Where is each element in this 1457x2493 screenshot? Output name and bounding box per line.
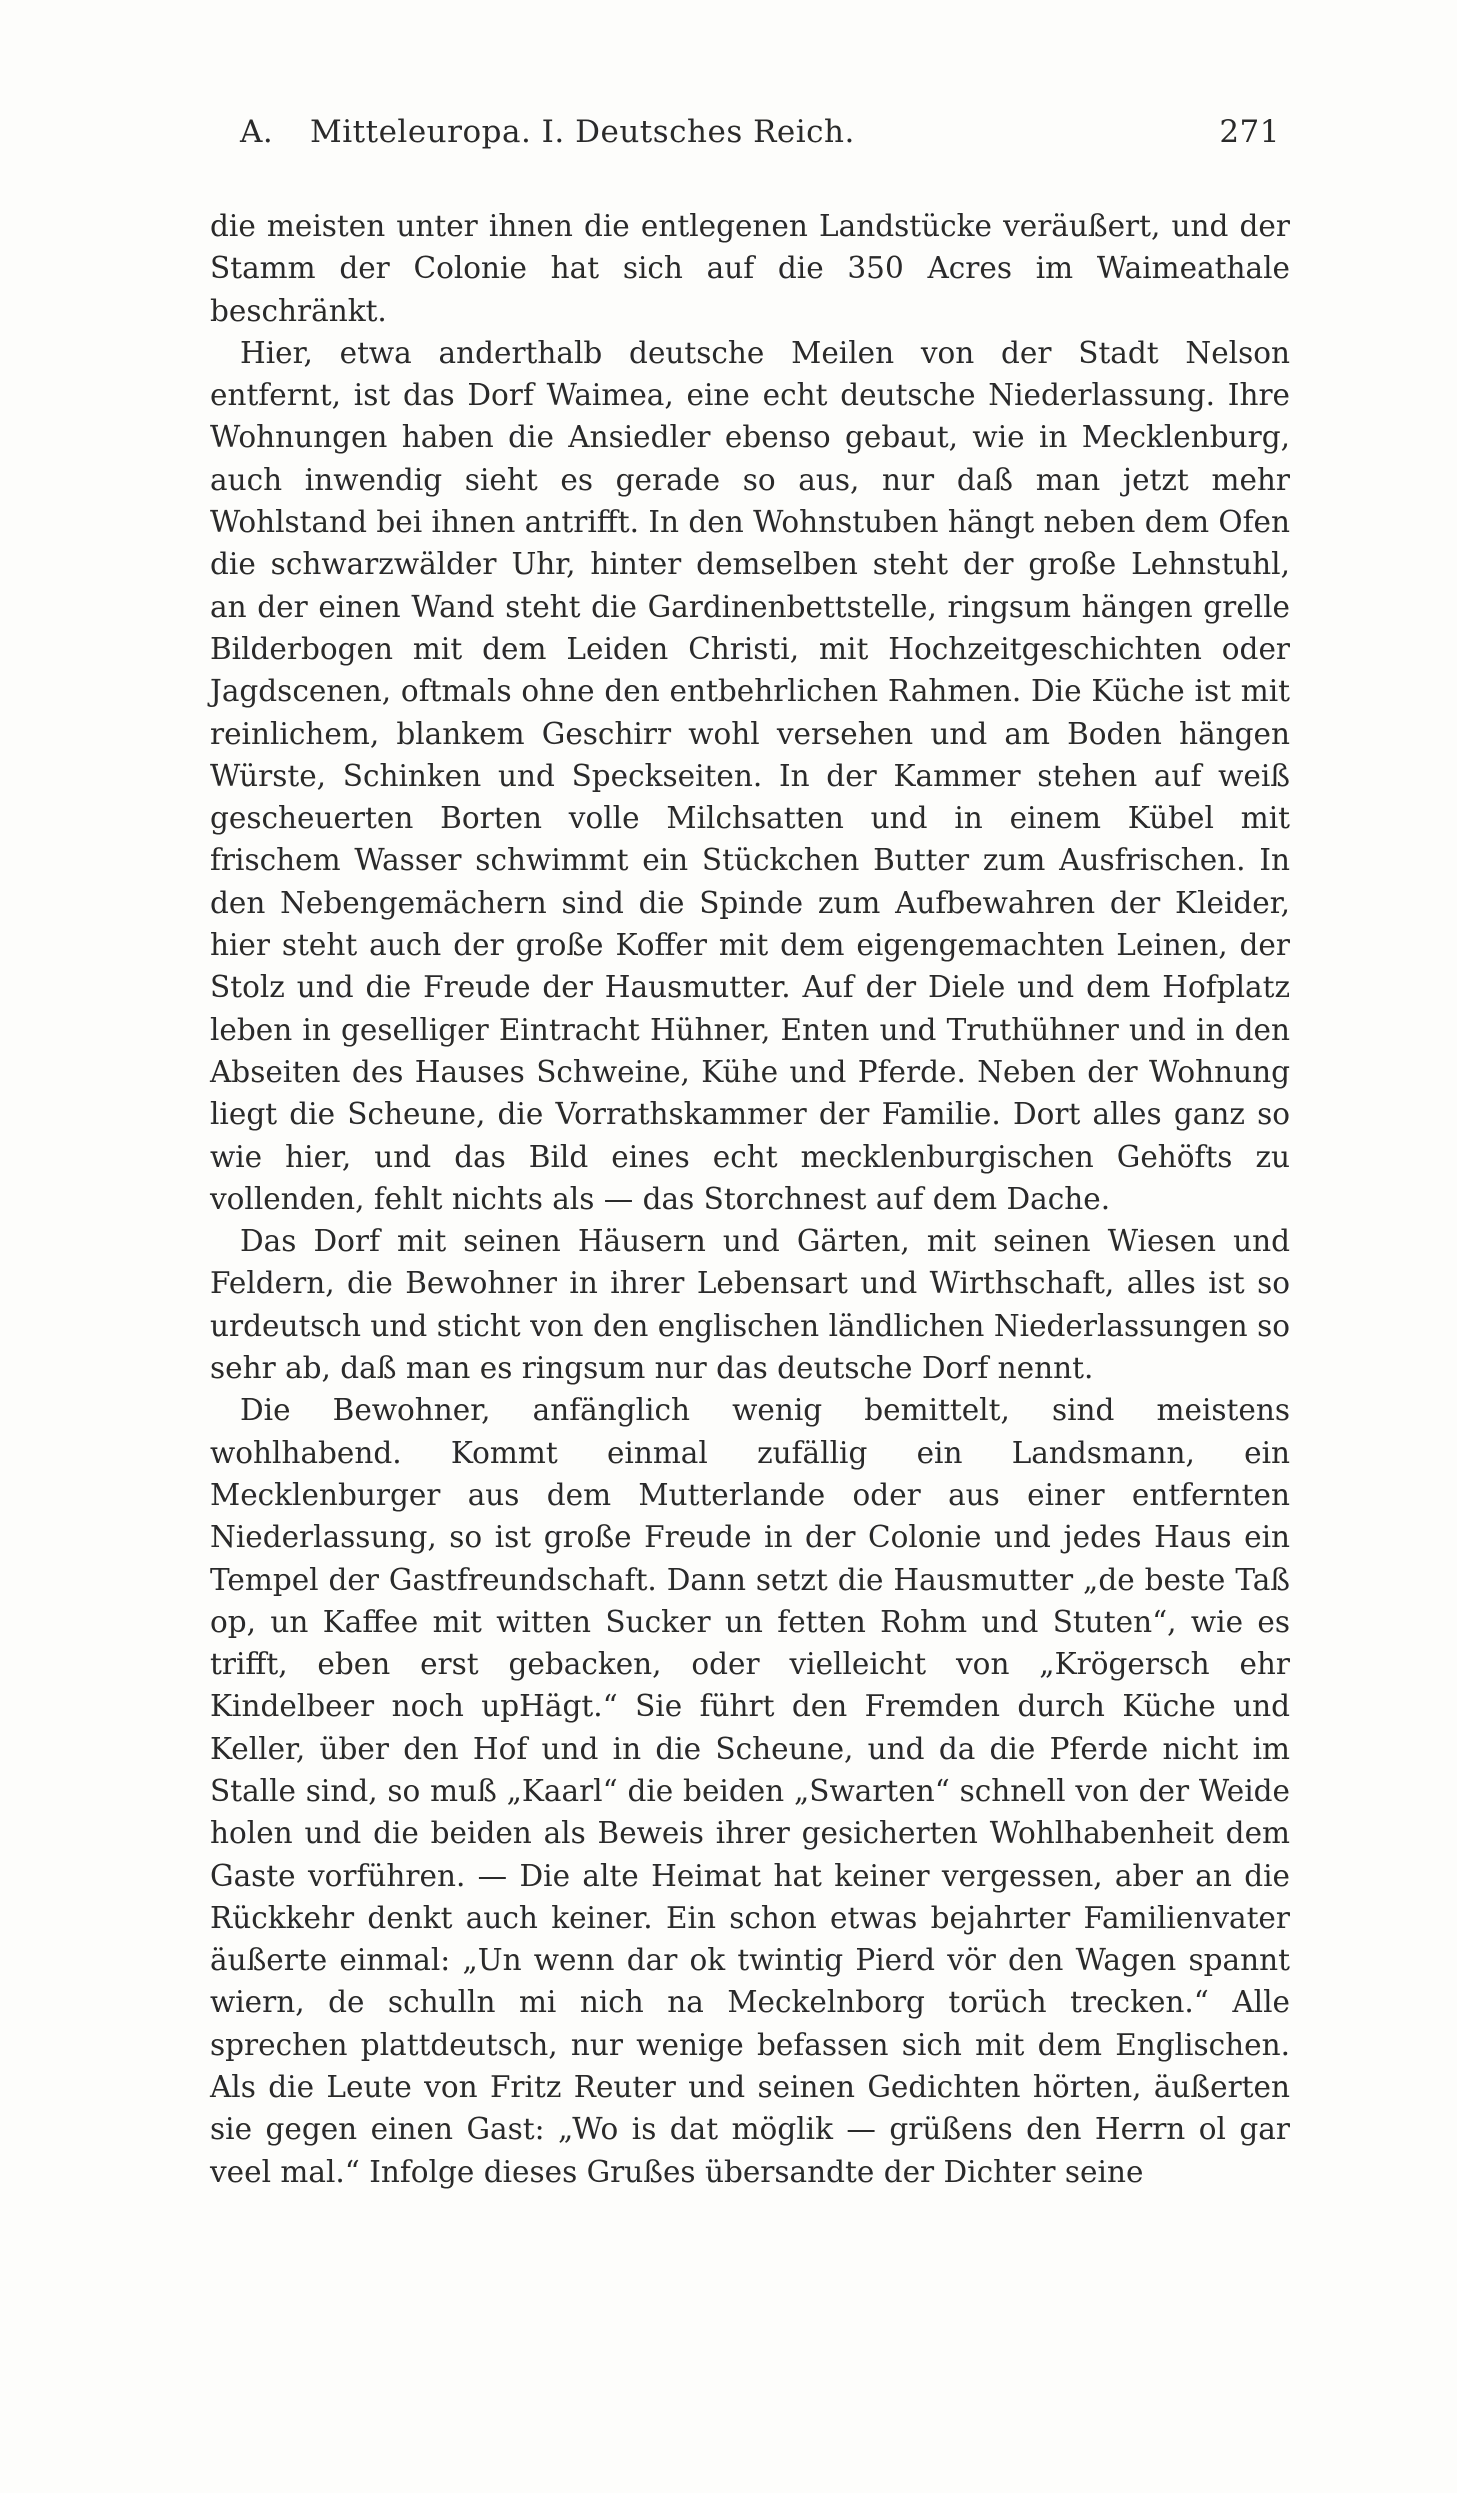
paragraph-waimea-village: Hier, etwa anderthalb deutsche Meilen von der Stadt Nelson entfernt, ist das Dorf Waimea, eine echt deutsche Niederlassung. Ihre Wohnungen haben die Ansiedler ebenso gebaut, wie in Mecklenburg, auch inwendig sieht es gerade so aus, nur daß man jetzt mehr Wohlstand bei ihnen antrifft. In den Wohnstuben hängt neben dem Ofen die schwarzwälder Uhr, hinter demselben steht der große Lehnstuhl, an der einen Wand steht die Gardinenbettstelle, ringsum hängen grelle Bilderbogen mit dem Leiden Christi, mit Hochzeitgeschichten oder Jagdscenen, oftmals ohne den entbehrlichen Rahmen. Die Küche ist mit reinlichem, blankem Geschirr wohl versehen und am Boden hängen Würste, Schinken und Speckseiten. In der Kammer stehen auf weiß gescheuerten Borten volle Milchsatten und in einem Kübel mit frischem Wasser schwimmt ein Stückchen Butter zum Ausfrischen. In den Nebengemächern sind die Spinde zum Aufbewahren der Kleider, hier steht auch der große Koffer mit dem eigengemachten Leinen, der Stolz und die Freude der Hausmutter. Auf der Diele und dem Hofplatz leben in geselliger Eintracht Hühner, Enten und Truthühner und in den Abseiten des Hauses Schweine, Kühe und Pferde. Neben der Wohnung liegt die Scheune, die Vorrathskammer der Familie. Dort alles ganz so wie hier, und das Bild eines echt mecklenburgischen Gehöfts zu vollenden, fehlt nichts als — das Storchnest auf dem Dache. [210, 335, 1290, 1216]
chapter-title: Mitteleuropa. I. Deutsches Reich. [310, 114, 855, 150]
section-marker: A. [240, 114, 274, 150]
paragraph-inhabitants: Die Bewohner, anfänglich wenig bemittelt, sind meistens wohlhabend. Kommt einmal zufällig ein Landsmann, ein Mecklenburger aus dem Mutterlande oder aus einer entfernten Niederlassung, so ist große Freude in der Colonie und jedes Haus ein Tempel der Gastfreundschaft. Dann setzt die Hausmutter „de beste Taß op, un Kaffee mit witten Sucker un fetten Rohm und Stuten“, wie es trifft, eben erst gebacken, oder vielleicht von „Krögersch ehr Kindelbeer noch upHägt.“ Sie führt den Fremden durch Küche und Keller, über den Hof und in die Scheune, und da die Pferde nicht im Stalle sind, so muß „Kaarl“ die beiden „Swarten“ schnell von der Weide holen und die beiden als Beweis ihrer gesicherten Wohlhabenheit dem Gaste vorführen. — Die alte Heimat hat keiner vergessen, aber an die Rückkehr denkt auch keiner. Ein schon etwas bejahrter Familienvater äußerte einmal: „Un wenn dar ok twintig Pierd vör den Wagen spannt wiern, de schulln mi nich na Meckelnborg torüch trecken.“ Alle sprechen plattdeutsch, nur wenige befassen sich mit dem Englischen. Als die Leute von Fritz Reuter und seinen Gedichten hörten, äußerten sie gegen einen Gast: „Wo is dat möglik — grüßens den Herrn ol gar veel mal.“ Infolge dieses Grußes übersandte der Dichter seine [210, 1393, 1290, 2189]
running-head [240, 108, 1280, 156]
page-number: 271 [1219, 114, 1280, 150]
body-text [210, 205, 1290, 2193]
paragraph-continuation: die meisten unter ihnen die entlegenen Landstücke veräußert, und der Stamm der Colonie hat sich auf die 350 Acres im Waimeathale beschränkt. [210, 209, 1290, 328]
paragraph-german-village: Das Dorf mit seinen Häusern und Gärten, mit seinen Wiesen und Feldern, die Bewohner in ihrer Lebensart und Wirthschaft, alles ist so urdeutsch und sticht von den englischen ländlichen Niederlassungen so sehr ab, daß man es ringsum nur das deutsche Dorf nennt. [210, 1224, 1290, 1386]
